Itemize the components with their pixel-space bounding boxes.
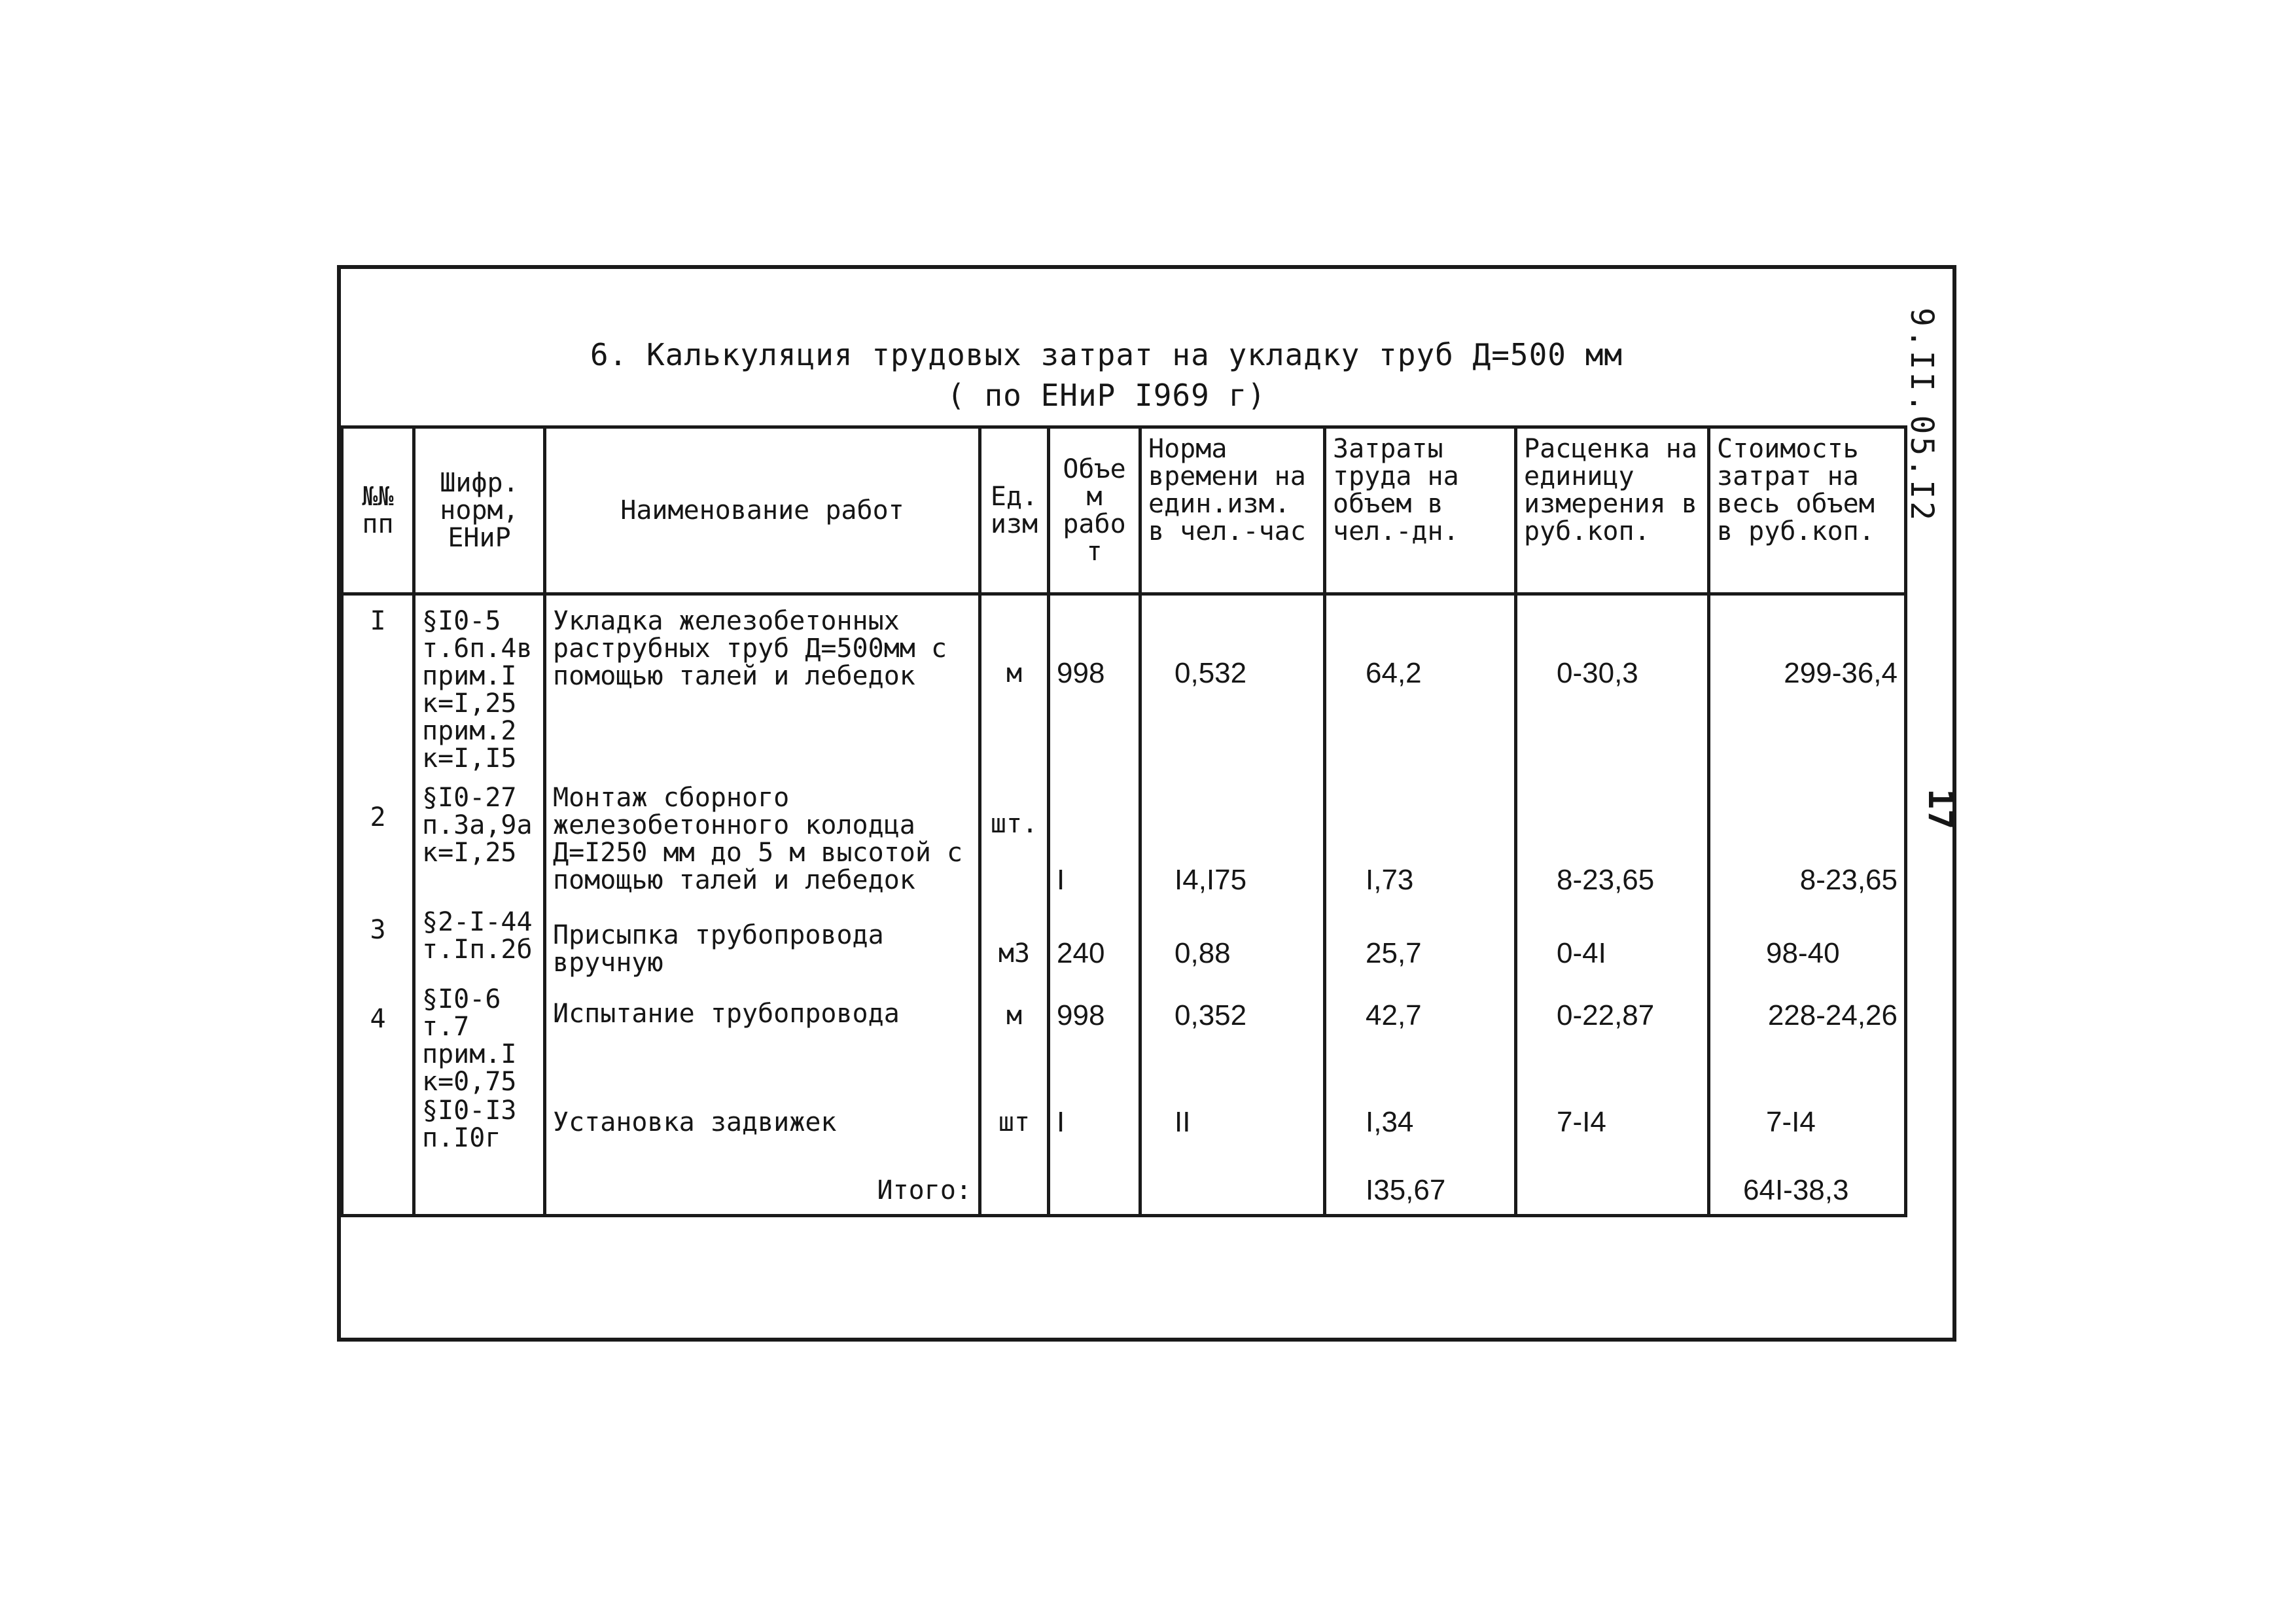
cell-unit: шт <box>998 1107 1031 1137</box>
cell-volume: I <box>1057 1105 1065 1138</box>
title-line-2: ( по ЕНиР I969 г) <box>947 378 1266 413</box>
col-header-norm: Норма времени на един.изм. в чел.-час <box>1140 427 1325 594</box>
cell-norm: 0,532 <box>1174 657 1247 689</box>
labor-calculation-table <box>340 425 1907 1217</box>
cell-volume: 998 <box>1057 657 1105 689</box>
cell-cost: 299-36,4 <box>1784 657 1898 689</box>
cell-name: Укладка железобетонных раструбных труб Д=500мм с помощью талей и лебедок <box>545 594 980 784</box>
cell-volume: I <box>1057 863 1065 896</box>
cell-norm: 0,352 <box>1174 999 1247 1031</box>
cell-num: 4 <box>370 1003 386 1034</box>
cell-unit: шт. <box>990 808 1038 839</box>
cell-num: I <box>342 594 414 784</box>
cell-labor: 42,7 <box>1366 999 1422 1031</box>
cell-name: Присыпка трубопровода вручную <box>553 919 884 978</box>
cell-rate: 0-4I <box>1557 936 1606 969</box>
cell-rate: 8-23,65 <box>1557 863 1655 896</box>
cell-num: 2 <box>370 802 386 832</box>
table-row <box>342 784 1906 908</box>
cell-labor: I,34 <box>1366 1105 1414 1138</box>
cell-num: 3 <box>370 914 386 945</box>
cell-name: Испытание трубопровода <box>553 998 900 1029</box>
cell-cost: 7-I4 <box>1766 1105 1816 1138</box>
title-line-1: 6. Калькуляция трудовых затрат на укладку труб Д=500 мм <box>590 337 1623 372</box>
cell-cost: 8-23,65 <box>1799 863 1898 896</box>
cell-unit: м <box>1006 658 1023 688</box>
table-row <box>342 986 1906 1097</box>
cell-name: Монтаж сборного железобетонного колодца Д=I250 мм до 5 м высотой с помощью талей и лебедок <box>545 784 980 908</box>
cell-labor: 64,2 <box>1366 657 1422 689</box>
page-number: 17 <box>1920 789 1960 830</box>
cell-labor: I,73 <box>1366 863 1414 896</box>
cell-rate: 7-I4 <box>1557 1105 1606 1138</box>
cell-num <box>342 1097 414 1157</box>
cell-norm: I4,I75 <box>1174 863 1247 896</box>
cell-code: §I0-6 т.7 прим.I к=0,75 <box>414 986 545 1097</box>
col-header-code: Шифр. норм, ЕНиР <box>414 427 545 594</box>
cell-code: §2-I-44 т.Iп.2б <box>414 908 545 986</box>
cell-cost: 228-24,26 <box>1767 999 1898 1031</box>
cell-code: §I0-27 п.3а,9а к=I,25 <box>414 784 545 908</box>
cell-name: Установка задвижек <box>553 1107 837 1137</box>
col-header-name: Наименование работ <box>545 427 980 594</box>
cell-code: §I0-5 т.6п.4в прим.I к=I,25 прим.2 к=I,I5 <box>414 594 545 784</box>
col-header-volume: Объем работ <box>1049 427 1140 594</box>
cell-unit: м <box>1006 1000 1023 1031</box>
col-header-unit: Ед. изм <box>980 427 1049 594</box>
total-cost: 64I-38,3 <box>1743 1173 1849 1206</box>
cell-volume: 998 <box>1057 999 1105 1031</box>
header-row <box>342 427 1906 594</box>
table-row <box>342 594 1906 784</box>
cell-norm: 0,88 <box>1174 936 1231 969</box>
cell-labor: 25,7 <box>1366 936 1422 969</box>
cell-code: §I0-I3 п.I0г <box>414 1097 545 1157</box>
col-header-rate: Расценка на единицу измерения в руб.коп. <box>1516 427 1709 594</box>
total-row <box>342 1157 1906 1216</box>
cell-rate: 0-30,3 <box>1557 657 1638 689</box>
col-header-labor: Затраты труда на объем в чел.-дн. <box>1325 427 1516 594</box>
col-header-cost: Стоимость затрат на весь объем в руб.коп. <box>1709 427 1906 594</box>
total-label: Итого: <box>877 1175 972 1205</box>
col-header-num: №№ пп <box>342 427 414 594</box>
cell-cost: 98-40 <box>1766 936 1840 969</box>
table-row <box>342 1097 1906 1157</box>
cell-norm: II <box>1174 1105 1191 1138</box>
table-title <box>341 334 1872 416</box>
table-row <box>342 908 1906 986</box>
document-code: 9.II.05.I2 <box>1903 308 1940 523</box>
cell-unit: м3 <box>998 938 1031 969</box>
cell-volume: 240 <box>1057 936 1105 969</box>
total-labor: I35,67 <box>1366 1173 1446 1206</box>
cell-rate: 0-22,87 <box>1557 999 1655 1031</box>
